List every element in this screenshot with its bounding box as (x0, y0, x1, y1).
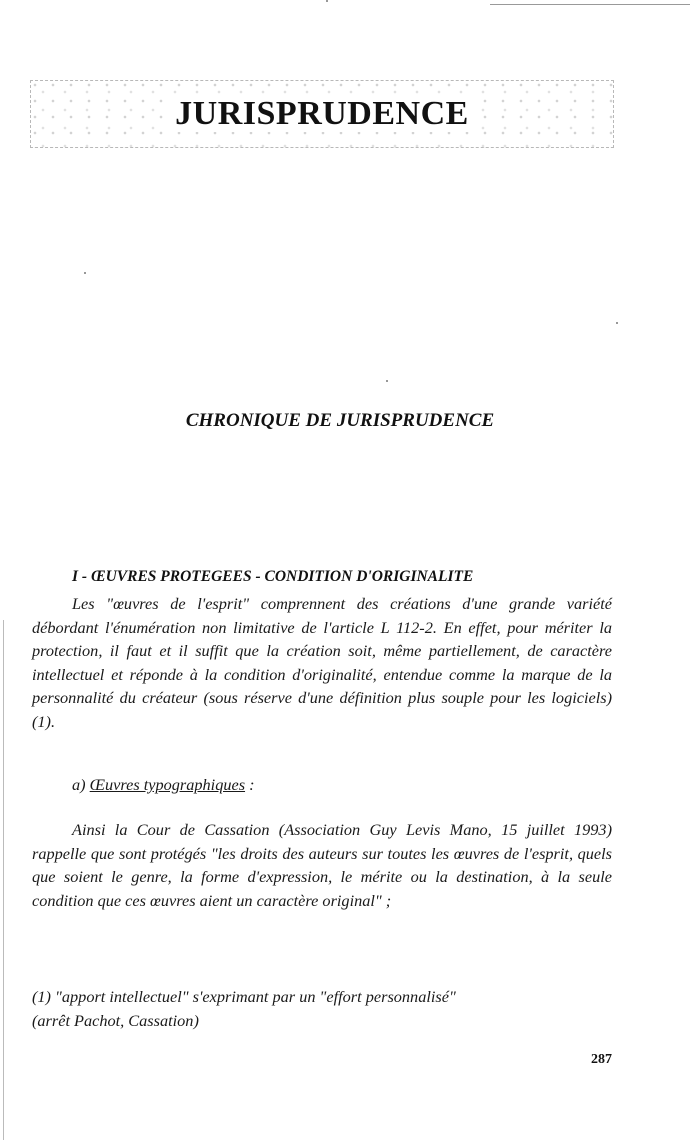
chronique-title: CHRONIQUE DE JURISPRUDENCE (185, 410, 495, 431)
subheading-typographic-works: a) Œuvres typographiques : (72, 775, 255, 794)
footnote (32, 985, 612, 1032)
paragraph-cassation (32, 818, 612, 912)
paragraph-cassation-text: Ainsi la Cour de Cassation (Association Guy Levis Mano, 15 juillet 1993) rappelle que sont protégés "les droits des auteurs sur toutes les œuvres de l'esprit, quels que soient le genre, la forme d'expression, le mérite ou la destination, à la seule condition que ces œuvres aient un caractère original" ; (32, 820, 612, 910)
paragraph-intro-text: Les "œuvres de l'esprit" comprennent des créations d'une grande variété débordant l'énumération non limitative de l'article L 112-2. En effet, pour mériter la protection, il faut et il suffit que la création soit, même partiellement, de caractère intellectuel et réponde à la condition d'originalité, entendue comme la marque de la personnalité du créateur (sous réserve d'une définition plus souple pour les logiciels) (1). (32, 594, 612, 731)
header-banner (30, 80, 614, 148)
banner-title: JURISPRUDENCE (31, 95, 613, 133)
scan-artifact-dot (326, 0, 328, 2)
scan-artifact-dot (616, 322, 618, 324)
scan-artifact-dot (386, 380, 388, 382)
section-heading: I - ŒUVRES PROTEGEES - CONDITION D'ORIGINALITE (72, 568, 474, 585)
page-number: 287 (591, 1052, 612, 1067)
subheading-label: Œuvres typographiques (89, 775, 246, 794)
footnote-line-2: (arrêt Pachot, Cassation) (32, 1010, 199, 1030)
scan-artifact-line (490, 4, 690, 5)
paragraph-intro (32, 592, 612, 734)
scan-artifact-dot (84, 272, 86, 274)
page-edge-shadow (3, 620, 4, 1140)
footnote-line-1: (1) "apport intellectuel" s'exprimant par un "effort personnalisé" (32, 987, 456, 1006)
